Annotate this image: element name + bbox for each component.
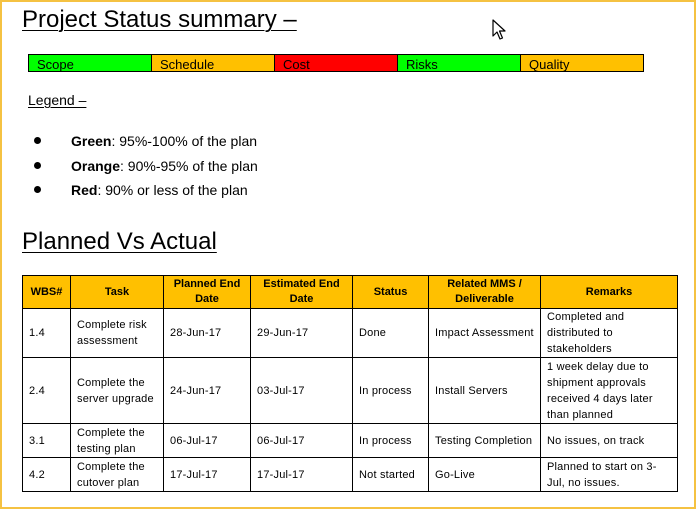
status-quality: Quality: [521, 55, 643, 71]
cell-wbs: 4.2: [23, 458, 71, 492]
cell-related: Go-Live: [429, 458, 541, 492]
cell-status: Done: [353, 309, 429, 358]
cell-status: In process: [353, 358, 429, 424]
table-row: [23, 424, 678, 458]
status-color-bar: [28, 54, 644, 72]
cell-remarks: Completed and distributed to stakeholders: [541, 309, 678, 358]
header-task: Task: [71, 276, 164, 309]
legend-key: Green: [71, 133, 112, 149]
cell-related: Impact Assessment: [429, 309, 541, 358]
section-title: Planned Vs Actual: [22, 228, 217, 255]
cell-related: Testing Completion: [429, 424, 541, 458]
bullet-icon: [34, 137, 41, 144]
table-row: [23, 458, 678, 492]
cell-remarks: 1 week delay due to shipment approvals received 4 days later than planned: [541, 358, 678, 424]
cell-estimated: 29-Jun-17: [251, 309, 353, 358]
cell-task: Complete the testing plan: [71, 424, 164, 458]
cell-task: Complete the cutover plan: [71, 458, 164, 492]
cell-planned: 24-Jun-17: [164, 358, 251, 424]
header-wbs: WBS#: [23, 276, 71, 309]
header-planned-end-date: Planned End Date: [164, 276, 251, 309]
cell-planned: 17-Jul-17: [164, 458, 251, 492]
bullet-icon: [34, 162, 41, 169]
cell-remarks: Planned to start on 3-Jul, no issues.: [541, 458, 678, 492]
legend-title: Legend –: [28, 92, 87, 108]
legend-text: : 90%-95% of the plan: [120, 157, 258, 174]
table-header-row: [23, 276, 678, 309]
legend-text: : 95%-100% of the plan: [111, 133, 258, 149]
legend-item-red: [28, 179, 258, 204]
legend-key: Orange: [71, 157, 121, 174]
status-risks: Risks: [398, 55, 521, 71]
cell-planned: 06-Jul-17: [164, 424, 251, 458]
header-status: Status: [353, 276, 429, 309]
table-row: [23, 309, 678, 358]
cell-estimated: 17-Jul-17: [251, 458, 353, 492]
cell-task: Complete risk assessment: [71, 309, 164, 358]
cell-estimated: 06-Jul-17: [251, 424, 353, 458]
status-scope: Scope: [29, 55, 152, 71]
cell-wbs: 3.1: [23, 424, 71, 458]
legend-item-green: [28, 130, 258, 155]
legend-text: : 90% or less of the plan: [97, 182, 248, 198]
cell-task: Complete the server upgrade: [71, 358, 164, 424]
cell-estimated: 03-Jul-17: [251, 358, 353, 424]
header-remarks: Remarks: [541, 276, 678, 309]
status-schedule: Schedule: [152, 55, 275, 71]
legend-list: [28, 130, 258, 204]
header-estimated-end-date: Estimated End Date: [251, 276, 353, 309]
cell-status: In process: [353, 424, 429, 458]
cell-wbs: 2.4: [23, 358, 71, 424]
bullet-icon: [34, 186, 41, 193]
planned-vs-actual-table: [22, 275, 678, 492]
table-row: [23, 358, 678, 424]
status-cost: Cost: [275, 55, 398, 71]
cell-planned: 28-Jun-17: [164, 309, 251, 358]
header-related-deliverable: Related MMS / Deliverable: [429, 276, 541, 309]
cell-status: Not started: [353, 458, 429, 492]
cell-related: Install Servers: [429, 358, 541, 424]
cell-remarks: No issues, on track: [541, 424, 678, 458]
legend-item-orange: [28, 155, 258, 180]
mouse-pointer-icon: [492, 19, 506, 41]
legend-key: Red: [71, 182, 98, 198]
cell-wbs: 1.4: [23, 309, 71, 358]
page-title: Project Status summary –: [22, 6, 297, 33]
